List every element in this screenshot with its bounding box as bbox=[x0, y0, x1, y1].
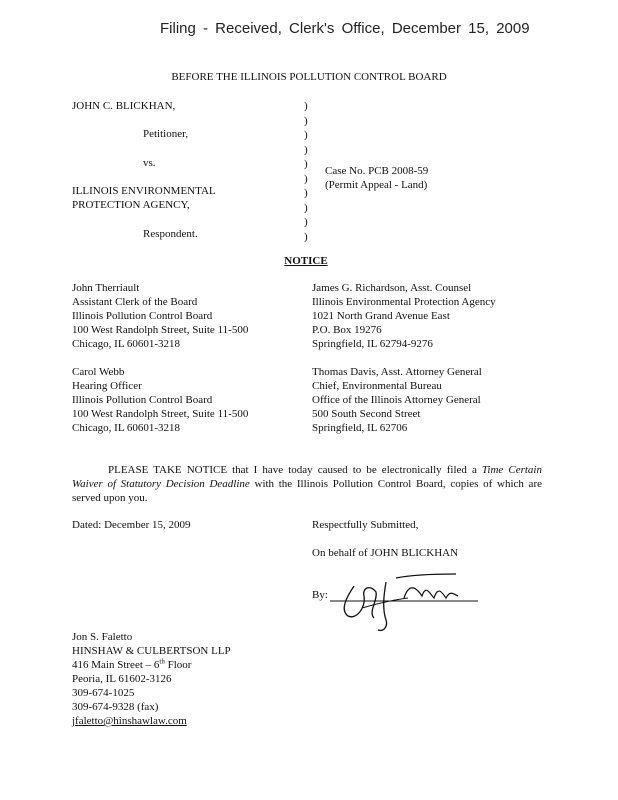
address-line: 1021 North Grand Avenue East bbox=[312, 310, 450, 322]
addressee-block bbox=[312, 365, 482, 435]
notice-title: NOTICE bbox=[284, 255, 328, 267]
firm-name: HINSHAW & CULBERTSON LLP bbox=[72, 645, 231, 657]
paren: ) bbox=[304, 201, 308, 214]
versus-label: vs. bbox=[143, 157, 156, 169]
on-behalf-line: On behalf of JOHN BLICKHAN bbox=[312, 547, 459, 559]
paren: ) bbox=[304, 172, 308, 185]
paren: ) bbox=[304, 187, 308, 199]
address-line: Assistant Clerk of the Board bbox=[72, 296, 198, 308]
by-label: By: bbox=[312, 589, 328, 601]
street-ordinal: th bbox=[159, 657, 165, 666]
city-line: Peoria, IL 61602-3126 bbox=[72, 673, 172, 685]
address-line: Thomas Davis, Asst. Attorney General bbox=[312, 366, 482, 378]
address-line: 100 West Randolph Street, Suite 11-500 bbox=[72, 324, 249, 336]
paren: ) bbox=[304, 216, 308, 228]
signature-image bbox=[326, 568, 486, 638]
paren: ) bbox=[304, 158, 308, 170]
petitioner-name: JOHN C. BLICKHAN, bbox=[72, 100, 176, 112]
notice-text-1: PLEASE TAKE NOTICE that I have today caused to be electronically filed a bbox=[108, 464, 482, 476]
address-line: 500 South Second Street bbox=[312, 408, 421, 420]
address-line: Chicago, IL 60601-3218 bbox=[72, 338, 181, 350]
street-suffix: Floor bbox=[164, 659, 192, 671]
address-line: Springfield, IL 62706 bbox=[312, 422, 408, 434]
petitioner-role: Petitioner, bbox=[143, 128, 189, 140]
address-line: Carol Webb bbox=[72, 366, 125, 378]
closing-line: Respectfully Submitted, bbox=[312, 519, 419, 531]
dated-line: Dated: December 15, 2009 bbox=[72, 519, 191, 531]
address-line: Illinois Environmental Protection Agency bbox=[312, 296, 496, 308]
email-link[interactable]: jfaletto@hinshawlaw.com bbox=[72, 715, 187, 727]
respondent-role: Respondent. bbox=[143, 228, 198, 240]
address-line: Illinois Pollution Control Board bbox=[72, 310, 213, 322]
address-line: Hearing Officer bbox=[72, 380, 142, 392]
attorney-block bbox=[72, 630, 231, 728]
notice-paragraph bbox=[72, 463, 542, 505]
address-line: John Therriault bbox=[72, 282, 140, 294]
phone-line: 309-674-1025 bbox=[72, 687, 135, 699]
paren: ) bbox=[304, 129, 308, 141]
address-line: P.O. Box 19276 bbox=[312, 324, 382, 336]
address-line: Office of the Illinois Attorney General bbox=[312, 394, 481, 406]
address-line: 100 West Randolph Street, Suite 11-500 bbox=[72, 408, 249, 420]
case-number: Case No. PCB 2008-59 bbox=[325, 165, 429, 177]
paren: ) bbox=[304, 230, 308, 243]
paren: ) bbox=[304, 114, 308, 127]
addressee-block bbox=[312, 281, 496, 351]
respondent-line-1: ILLINOIS ENVIRONMENTAL bbox=[72, 185, 216, 197]
paren: ) bbox=[304, 143, 308, 156]
paren: ) bbox=[304, 100, 308, 112]
fax-line: 309-674-9328 (fax) bbox=[72, 701, 159, 713]
address-line: Illinois Pollution Control Board bbox=[72, 394, 213, 406]
board-title: BEFORE THE ILLINOIS POLLUTION CONTROL BOARD bbox=[171, 71, 447, 83]
caption-parentheses bbox=[304, 99, 308, 244]
address-line: James G. Richardson, Asst. Counsel bbox=[312, 282, 472, 294]
attorney-name: Jon S. Faletto bbox=[72, 631, 133, 643]
address-line: Chicago, IL 60601-3218 bbox=[72, 422, 181, 434]
document-title: Time Certain Waiver of Statutory Decision Deadline bbox=[72, 464, 542, 490]
street-prefix: 416 Main Street – 6 bbox=[72, 659, 160, 671]
case-type: (Permit Appeal - Land) bbox=[325, 179, 428, 191]
address-line: Chief, Environmental Bureau bbox=[312, 380, 442, 392]
filing-stamp: Filing - Received, Clerk's Office, December 15, 2009 bbox=[160, 20, 530, 37]
respondent-line-2: PROTECTION AGENCY, bbox=[72, 199, 190, 211]
addressee-block bbox=[72, 281, 248, 351]
address-line: Springfield, IL 62794-9276 bbox=[312, 338, 433, 350]
street-address bbox=[72, 658, 231, 672]
addressee-block bbox=[72, 365, 248, 435]
notice-text-2: with the Illinois Pollution Control Board, copies of which are served upon you. bbox=[72, 478, 542, 504]
